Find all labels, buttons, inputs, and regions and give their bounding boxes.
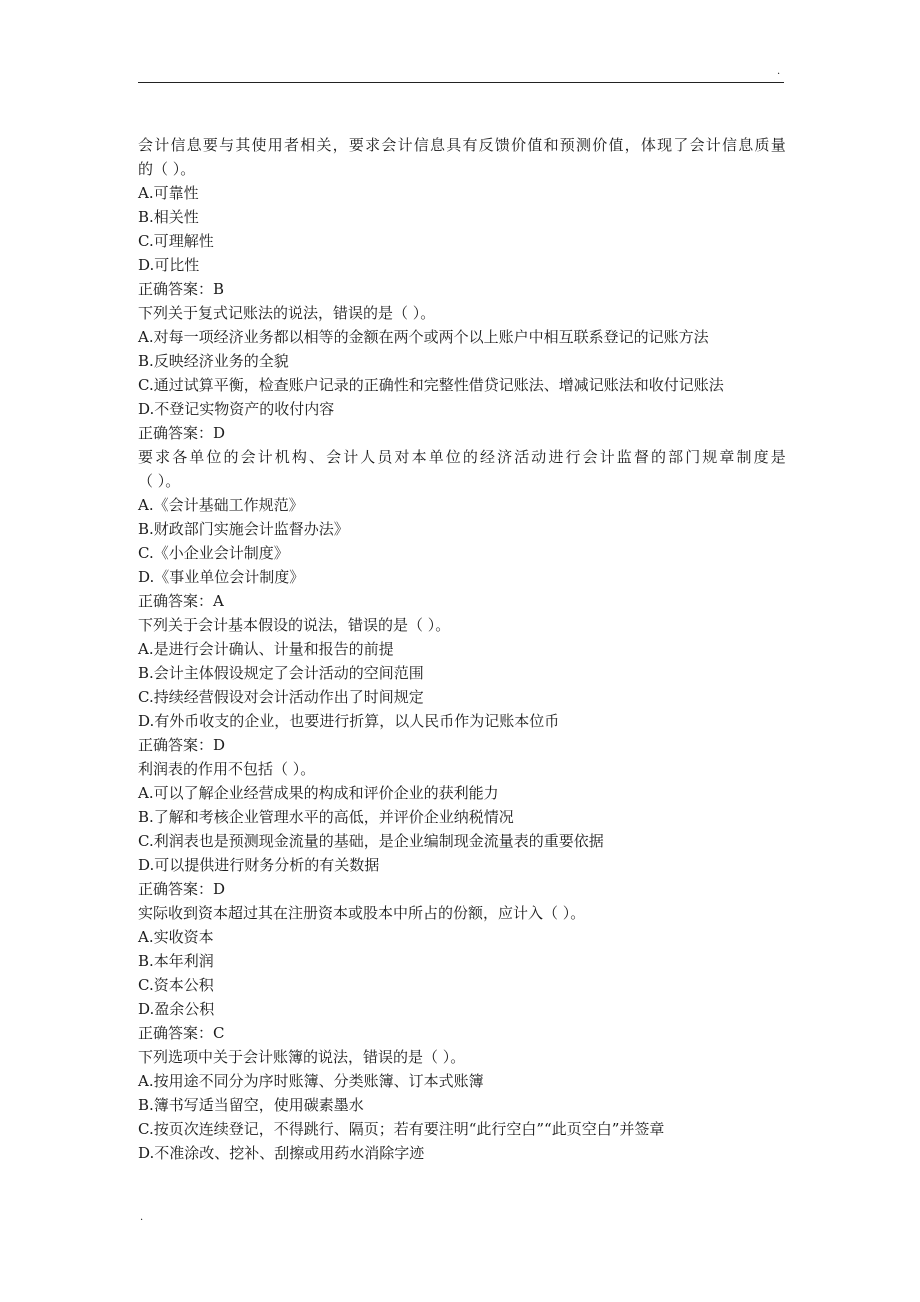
question-stem: 会计信息要与其使用者相关，要求会计信息具有反馈价值和预测价值，体现了会计信息质量 [138,136,786,154]
option-d: D.有外币收支的企业，也要进行折算，以人民币作为记账本位币 [138,712,560,730]
option-b: B.了解和考核企业管理水平的高低，并评价企业纳税情况 [138,808,514,826]
question-3 [138,445,786,613]
header-rule [138,82,784,83]
option-b: B.反映经济业务的全貌 [138,352,289,370]
option-c: C.利润表也是预测现金流量的基础，是企业编制现金流量表的重要依据 [138,832,604,850]
option-b: B.会计主体假设规定了会计活动的空间范围 [138,664,424,682]
question-stem: 下列关于会计基本假设的说法，错误的是（ ）。 [138,616,451,634]
option-d: D.不登记实物资产的收付内容 [138,400,335,418]
question-5 [138,757,786,901]
question-2 [138,301,786,445]
option-b: B.财政部门实施会计监督办法》 [138,520,349,538]
answer-line: 正确答案：D [138,424,226,442]
option-c: C.《小企业会计制度》 [138,544,289,562]
option-a: A.对每一项经济业务都以相等的金额在两个或两个以上账户中相互联系登记的记账方法 [138,328,709,346]
question-4 [138,613,786,757]
question-list [138,133,786,1165]
option-c: C.资本公积 [138,976,214,994]
header-mark: . [777,66,781,77]
question-stem: 下列选项中关于会计账簿的说法，错误的是（ ）。 [138,1048,466,1066]
option-a: A.是进行会计确认、计量和报告的前提 [138,640,394,658]
question-6 [138,901,786,1045]
option-c: C.通过试算平衡，检查账户记录的正确性和完整性借贷记账法、增减记账法和收付记账法 [138,376,724,394]
question-stem: 下列关于复式记账法的说法，错误的是（ ）。 [138,304,436,322]
option-a: A.《会计基础工作规范》 [138,496,304,514]
question-1 [138,133,786,301]
answer-line: 正确答案：C [138,1024,225,1042]
question-stem: 要求各单位的会计机构、会计人员对本单位的经济活动进行会计监督的部门规章制度是 [138,448,786,466]
footer-mark: . [140,1212,144,1223]
option-a: A.可以了解企业经营成果的构成和评价企业的获利能力 [138,784,499,802]
option-a: A.按用途不同分为序时账簿、分类账簿、订本式账簿 [138,1072,484,1090]
question-stem-continued: 的（ ）。 [138,160,196,178]
option-d: D.不准涂改、挖补、刮擦或用药水消除字迹 [138,1144,425,1162]
option-b: B.本年利润 [138,952,214,970]
option-d: D.可比性 [138,256,200,274]
answer-line: 正确答案：A [138,592,224,610]
answer-line: 正确答案：D [138,880,226,898]
option-c: C.按页次连续登记，不得跳行、隔页；若有要注明“此行空白”“此页空白”并签章 [138,1120,665,1138]
option-a: A.实收资本 [138,928,214,946]
question-7 [138,1045,786,1165]
option-d: D.可以提供进行财务分析的有关数据 [138,856,380,874]
option-d: D.盈余公积 [138,1000,215,1018]
option-d: D.《事业单位会计制度》 [138,568,305,586]
option-b: B.簿书写适当留空，使用碳素墨水 [138,1096,364,1114]
option-b: B.相关性 [138,208,199,226]
question-stem-continued: （ ）。 [138,472,181,490]
option-c: C.可理解性 [138,232,214,250]
answer-line: 正确答案：B [138,280,225,298]
answer-line: 正确答案：D [138,736,226,754]
question-stem: 实际收到资本超过其在注册资本或股本中所占的份额，应计入（ ）。 [138,904,586,922]
option-c: C.持续经营假设对会计活动作出了时间规定 [138,688,424,706]
question-stem: 利润表的作用不包括（ ）。 [138,760,316,778]
option-a: A.可靠性 [138,184,199,202]
